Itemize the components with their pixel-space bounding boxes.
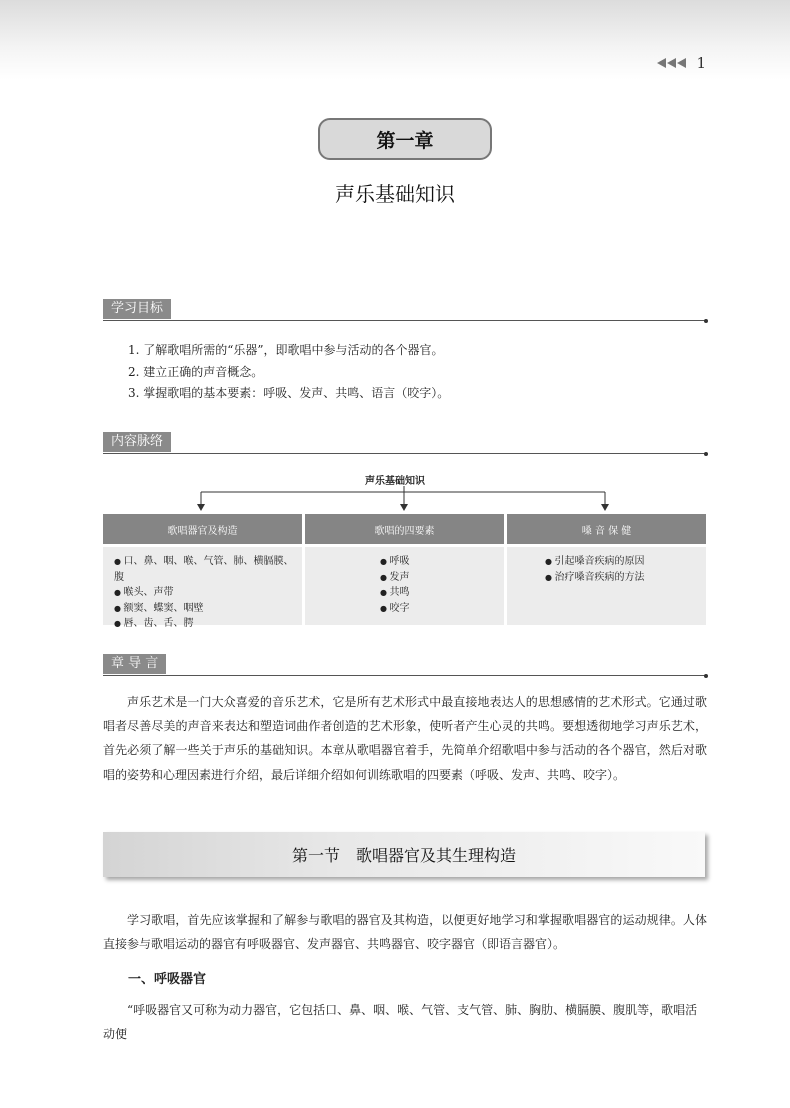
outline-root: 声乐基础知识 [365, 476, 425, 487]
body-paragraph: “呼吸器官又可称为动力器官，它包括口、鼻、咽、喉、气管、支气管、肺、胸肋、横膈膜、腹肌等，歌唱活动便 [103, 1003, 698, 1041]
guide-header [103, 654, 705, 676]
guide-tag: 章 导 言 [103, 654, 166, 674]
list-item: ● 共鸣 [380, 585, 504, 601]
chapter-intro [103, 690, 707, 787]
goal-item: 3. 掌握歌唱的基本要素：呼吸、发声、共鸣、语言（咬字）。 [128, 386, 450, 400]
list-item: ● 治疗嗓音疾病的方法 [545, 570, 706, 586]
outline-column-title: 歌唱器官及构造 [103, 514, 302, 544]
list-item: ● 额窦、蝶窦、咽壁 [114, 601, 302, 617]
outline-column-title: 歌唱的四要素 [305, 514, 504, 544]
list-item: ● 发声 [380, 570, 504, 586]
list-item: ● 引起嗓音疾病的原因 [545, 554, 706, 570]
subheading: 一、呼吸器官 [128, 972, 207, 987]
list-item: ● 呼吸 [380, 554, 504, 570]
section-title: 第一节 歌唱器官及其生理构造 [103, 832, 705, 877]
page-number-text: 1 [696, 54, 706, 72]
goals-tag: 学习目标 [103, 299, 171, 319]
list-item: ● 喉头、声带 [114, 585, 302, 601]
outline-column-title: 嗓 音 保 健 [507, 514, 706, 544]
goal-item: 2. 建立正确的声音概念。 [128, 364, 264, 379]
section-paragraph-2 [103, 998, 707, 1046]
outline-tag: 内容脉络 [103, 432, 171, 452]
list-item: ● 咬字 [380, 601, 504, 617]
list-item: ● 口、鼻、咽、喉、气管、肺、横膈膜、腹 [114, 554, 302, 585]
outline-column-body [507, 547, 706, 625]
goal-item: 1. 了解歌唱所需的“乐器”，即歌唱中参与活动的各个器官。 [128, 343, 444, 357]
section-paragraph [103, 908, 707, 956]
list-item: ● 唇、齿、舌、腭 [114, 616, 302, 632]
outline-column-body [305, 547, 504, 625]
intro-paragraph: 声乐艺术是一门大众喜爱的音乐艺术，它是所有艺术形式中最直接地表达人的思想感情的艺术形式。它通过歌唱者尽善尽美的声音来表达和塑造词曲作者创造的艺术形象，使听者产生心灵的共鸣。要想透彻地学习声乐艺术，首先必须了解一些关于声乐的基础知识。本章从歌唱器官着手，先简单介绍歌唱中参与活动的各个器官，然后对歌唱的姿势和心理因素进行介绍，最后详细介绍如何训练歌唱的四要素（呼吸、发声、共鸣、咬字）。 [103, 695, 707, 782]
chapter-label: 第一章 [318, 118, 492, 160]
outline-connectors [0, 0, 790, 520]
outline-column-body [103, 547, 302, 629]
chapter-title: 声乐基础知识 [335, 182, 455, 206]
body-paragraph: 学习歌唱，首先应该掌握和了解参与歌唱的器官及其构造，以便更好地学习和掌握歌唱器官的运动规律。人体直接参与歌唱运动的器官有呼吸器官、发声器官、共鸣器官、咬字器官（即语言器官）。 [103, 913, 707, 951]
